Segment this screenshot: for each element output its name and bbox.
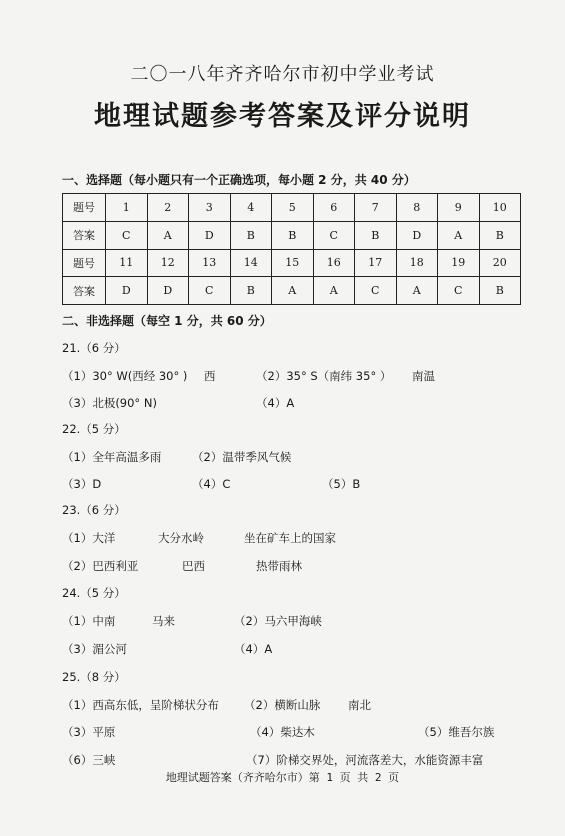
section1-heading: 一、选择题（每小题只有一个正确选项，每小题 2 分，共 40 分） [62,173,416,187]
table-cell: 5 [272,194,314,222]
answer-text: （3）湄公河 [62,642,127,656]
answer-text: （4）A [256,396,295,410]
answer-text: （5）B [322,477,361,491]
table-cell: D [189,221,231,249]
table-cell: 4 [230,194,272,222]
table-cell: B [230,221,272,249]
row-label: 题号 [63,194,106,222]
table-cell: 18 [396,249,438,277]
answer-text: 南北 [348,698,371,712]
question-number: 25.（8 分） [62,670,126,684]
table-cell: 19 [438,249,480,277]
table-cell: B [479,221,521,249]
table-cell: 7 [355,194,397,222]
answer-text: （1）西高东低，呈阶梯状分布 [62,698,219,712]
answer-text: 巴西 [182,559,205,573]
answer-text: 热带雨林 [256,559,302,573]
row-label: 题号 [63,249,106,277]
table-cell: C [106,221,148,249]
table-cell: B [479,277,521,305]
table-cell: 1 [106,194,148,222]
table-cell: 20 [479,249,521,277]
table-cell: A [272,277,314,305]
table-cell: 2 [147,194,189,222]
table-cell: D [147,277,189,305]
section2-heading: 二、非选择题（每空 1 分，共 60 分） [62,314,272,328]
page-subtitle: 地理试题参考答案及评分说明 [94,101,471,132]
table-row [63,221,521,249]
answer-text: （1）大洋 [62,531,116,545]
answer-table [62,193,521,305]
answer-text: （2）横断山脉 [244,698,321,712]
table-cell: 16 [313,249,355,277]
table-cell: 6 [313,194,355,222]
table-cell: 15 [272,249,314,277]
answer-text: （4）柴达木 [250,725,315,739]
answer-text: （2）巴西利亚 [62,559,139,573]
table-cell: B [272,221,314,249]
page-title: 二〇一八年齐齐哈尔市初中学业考试 [130,64,435,85]
table-cell: B [355,221,397,249]
answer-text: （6）三峡 [62,753,116,767]
table-cell: C [313,221,355,249]
question-number: 24.（5 分） [62,586,126,600]
table-cell: 10 [479,194,521,222]
answer-text: （5）维吾尔族 [418,725,495,739]
table-cell: 17 [355,249,397,277]
answer-text: 西 [204,369,216,383]
page-footer: 地理试题答案（齐齐哈尔市）第 1 页 共 2 页 [165,771,400,784]
table-cell: 13 [189,249,231,277]
question-number: 22.（5 分） [62,422,126,436]
answer-text: 大分水岭 [158,531,204,545]
answer-text: 南温 [412,369,435,383]
table-cell: C [355,277,397,305]
answer-text: （2）35° S（南纬 35° ） [256,369,392,383]
question-number: 21.（6 分） [62,341,126,355]
table-row [63,249,521,277]
table-cell: C [438,277,480,305]
table-cell: 8 [396,194,438,222]
table-cell: C [189,277,231,305]
table-cell: A [396,277,438,305]
table-cell: 3 [189,194,231,222]
answer-text: （4）A [234,642,273,656]
table-cell: A [438,221,480,249]
answer-text: （3）D [62,477,102,491]
table-cell: D [106,277,148,305]
table-cell: 9 [438,194,480,222]
table-cell: A [313,277,355,305]
answer-text: 马来 [152,614,175,628]
table-row [63,194,521,222]
table-row [63,277,521,305]
table-cell: 14 [230,249,272,277]
table-cell: D [396,221,438,249]
table-cell: A [147,221,189,249]
answer-text: （2）马六甲海峡 [234,614,322,628]
answer-text: （1）全年高温多雨 [62,450,162,464]
answer-text: （7）阶梯交界处，河流落差大，水能资源丰富 [246,753,484,767]
row-label: 答案 [63,221,106,249]
row-label: 答案 [63,277,106,305]
table-cell: B [230,277,272,305]
table-cell: 12 [147,249,189,277]
answer-text: 坐在矿车上的国家 [244,531,336,545]
answer-text: （3）北极(90° N) [62,396,157,410]
table-cell: 11 [106,249,148,277]
answer-text: （1）中南 [62,614,116,628]
question-number: 23.（6 分） [62,503,126,517]
answer-text: （1）30° W(西经 30° ) [62,369,188,383]
answer-text: （4）C [192,477,231,491]
answer-text: （2）温带季风气候 [192,450,292,464]
answer-text: （3）平原 [62,725,116,739]
